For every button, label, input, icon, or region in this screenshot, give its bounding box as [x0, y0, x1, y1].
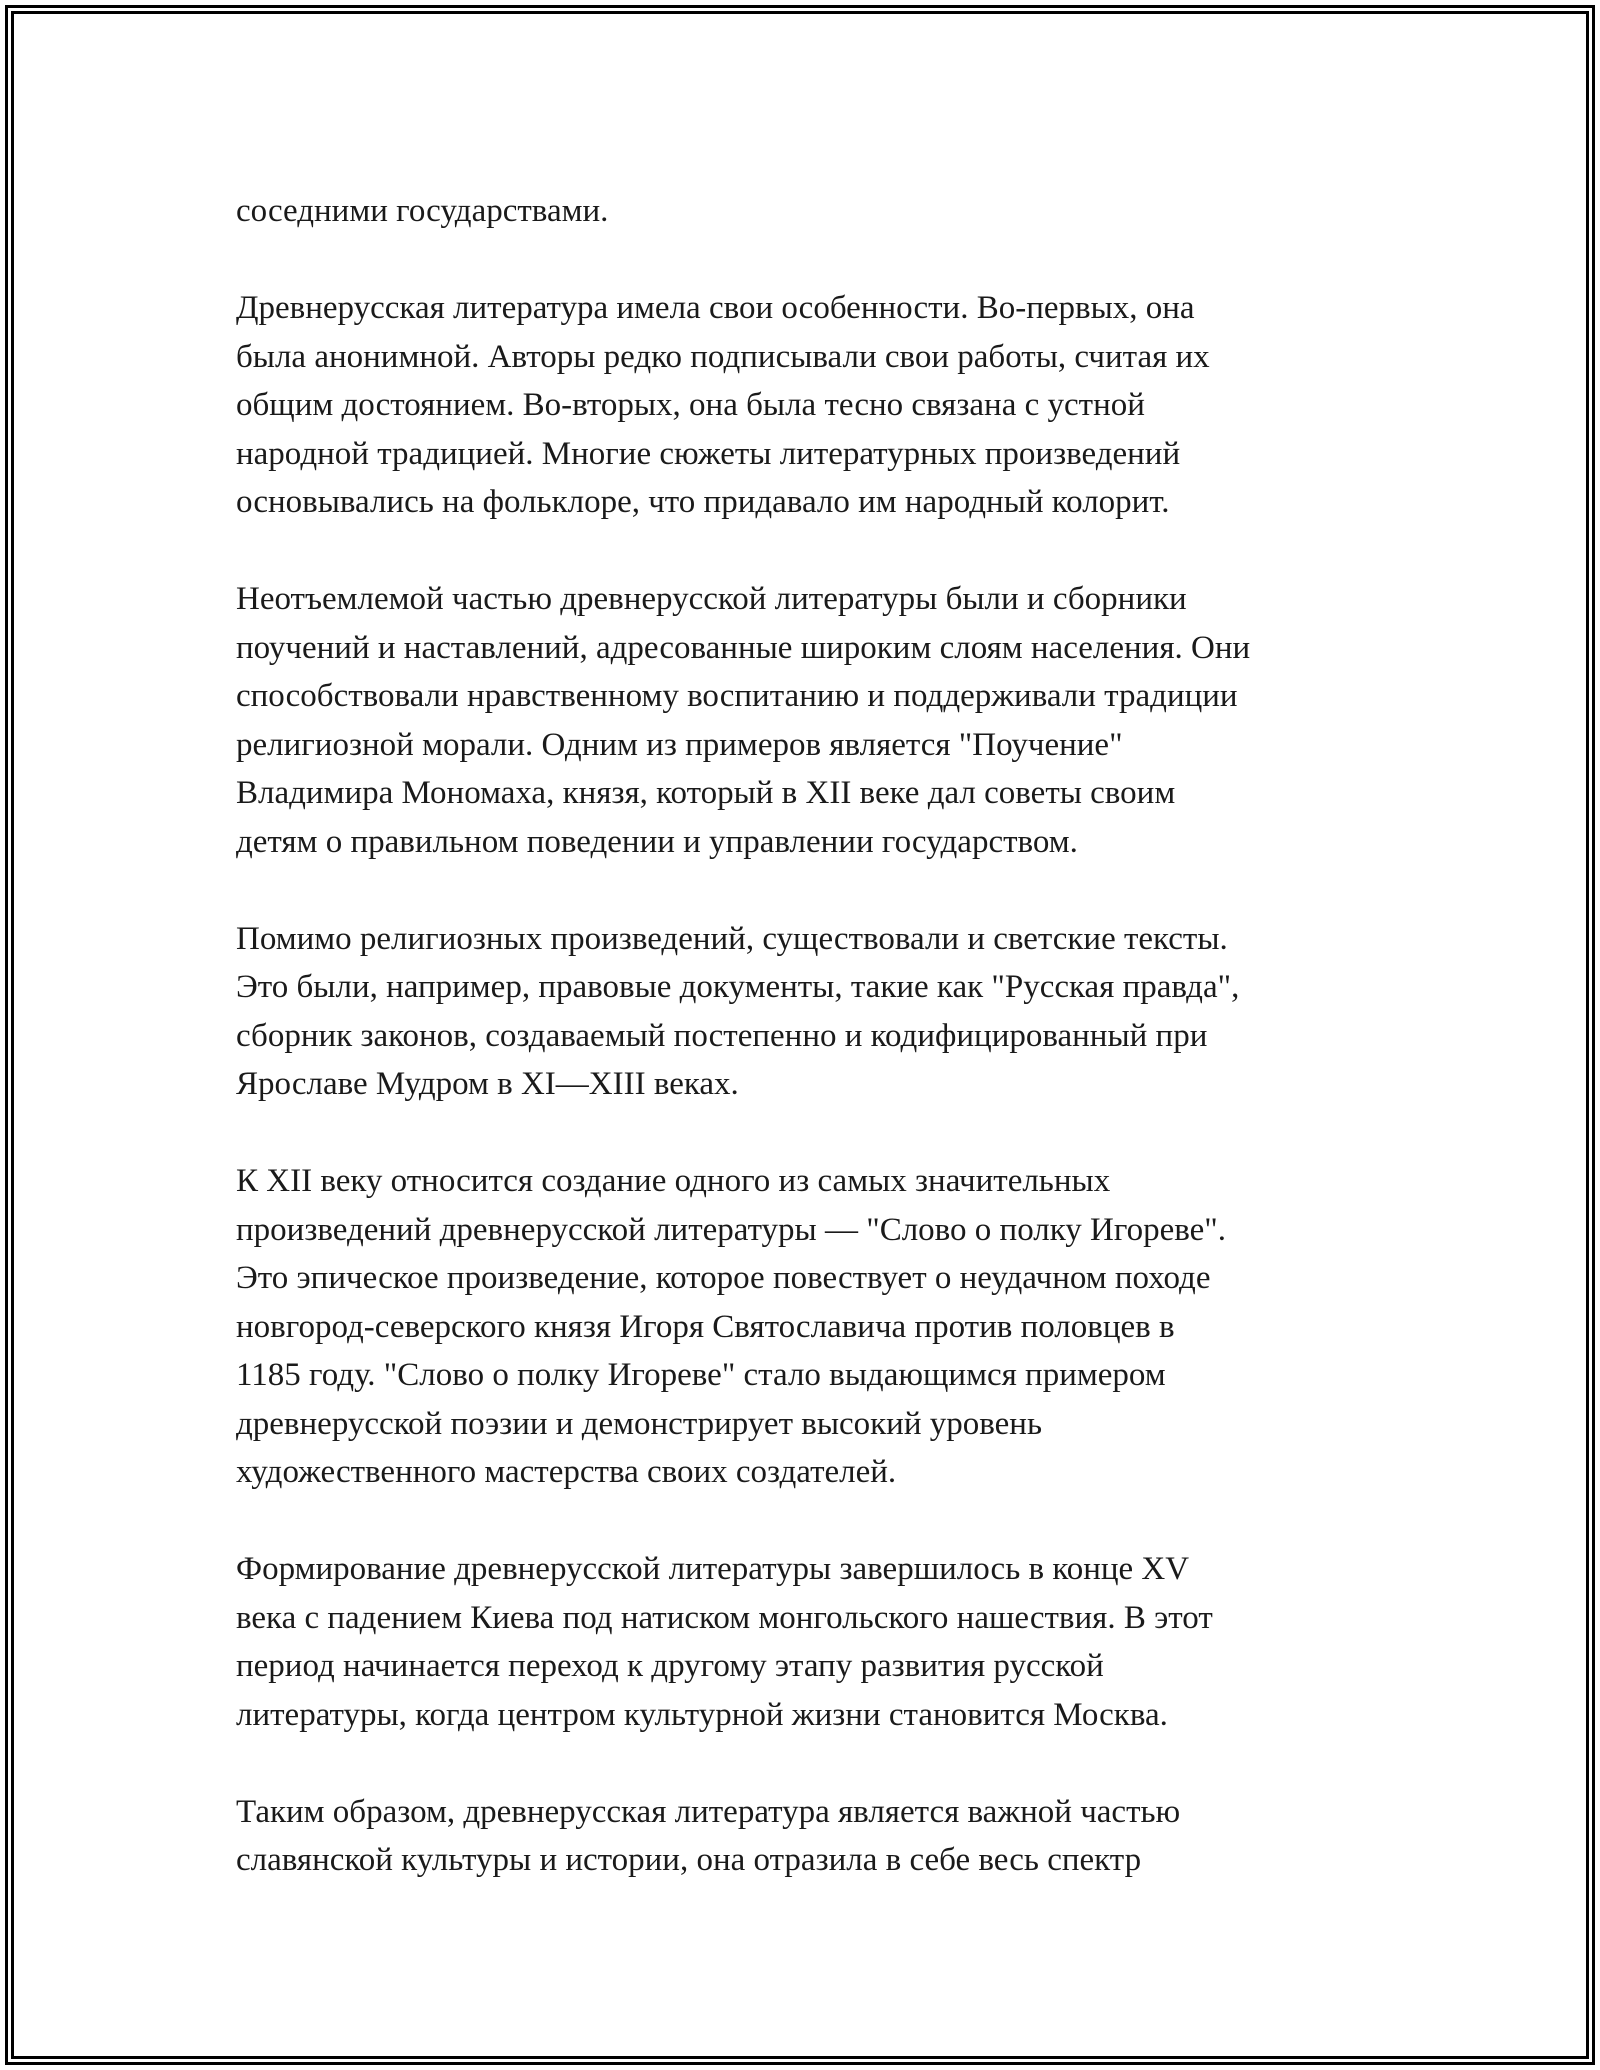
text-line: народной традицией. Многие сюжеты литературных произведений — [236, 435, 1181, 472]
text-line: художественного мастерства своих создателей. — [236, 1454, 897, 1490]
text-line: К XII веку относится создание одного из самых значительных — [236, 1163, 1111, 1199]
text-line: произведений древнерусской литературы — "Слово о полку Игореве". — [236, 1211, 1226, 1248]
text-line: поучений и наставлений, адресованные широким слоям населения. Они — [236, 629, 1251, 666]
text-line: Таким образом, древнерусская литература является важной частью — [236, 1793, 1181, 1830]
text-line: способствовали нравственному воспитанию и поддерживали традиции — [236, 678, 1238, 714]
text-line: Формирование древнерусской литературы завершилось в конце XV — [236, 1551, 1190, 1587]
text-line: религиозной морали. Одним из примеров является "Поучение" — [236, 726, 1123, 763]
paragraph — [236, 915, 1416, 1109]
text-line: Помимо религиозных произведений, существовали и светские тексты. — [236, 920, 1228, 957]
text-line: общим достоянием. Во-вторых, она была тесно связана с устной — [236, 387, 1145, 423]
paragraph — [236, 187, 1416, 236]
text-line: основывались на фольклоре, что придавало им народный колорит. — [236, 484, 1170, 520]
paragraph — [236, 284, 1416, 527]
text-line: детям о правильном поведении и управлении государством. — [236, 823, 1078, 860]
paragraph — [236, 1788, 1416, 1885]
text-line: литературы, когда центром культурной жизни становится Москва. — [236, 1696, 1168, 1733]
text-line: соседними государствами. — [236, 193, 609, 229]
text-line: века с падением Киева под натиском монгольского нашествия. В этот — [236, 1599, 1213, 1636]
text-line: Ярославе Мудром в XI—XIII веках. — [236, 1066, 739, 1102]
text-line: период начинается переход к другому этапу развития русской — [236, 1648, 1104, 1684]
text-line: Неотъемлемой частью древнерусской литературы были и сборники — [236, 581, 1187, 617]
text-line: Древнерусская литература имела свои особенности. Во-первых, она — [236, 290, 1195, 326]
text-line: новгород-северского князя Игоря Святославича против половцев в — [236, 1308, 1175, 1345]
text-line: Это были, например, правовые документы, такие как "Русская правда", — [236, 969, 1240, 1005]
document-body — [236, 187, 1416, 1933]
text-line: древнерусской поэзии и демонстрирует высокий уровень — [236, 1405, 1043, 1442]
text-line: была анонимной. Авторы редко подписывали свои работы, считая их — [236, 338, 1210, 375]
text-line: Это эпическое произведение, которое повествует о неудачном походе — [236, 1260, 1211, 1296]
text-line: 1185 году. "Слово о полку Игореве" стало выдающимся примером — [236, 1357, 1166, 1393]
paragraph — [236, 1545, 1416, 1739]
text-line: славянской культуры и истории, она отразила в себе весь спектр — [236, 1842, 1142, 1878]
text-line: сборник законов, создаваемый постепенно и кодифицированный при — [236, 1017, 1208, 1054]
paragraph — [236, 1157, 1416, 1497]
paragraph — [236, 575, 1416, 866]
text-line: Владимира Мономаха, князя, который в XII веке дал советы своим — [236, 775, 1176, 811]
